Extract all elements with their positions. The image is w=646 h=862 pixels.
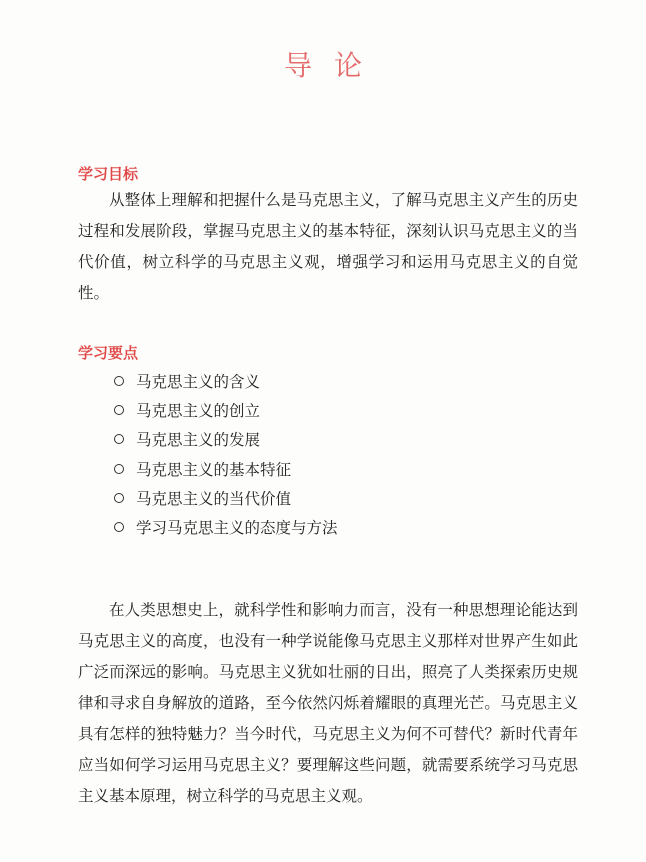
- objectives-heading: 学习目标: [78, 165, 139, 183]
- circle-bullet-icon: [114, 464, 124, 474]
- chapter-title: 导论: [283, 49, 384, 82]
- list-item: [114, 512, 338, 541]
- circle-bullet-icon: [114, 434, 124, 444]
- list-item-label: 马克思主义的创立: [136, 401, 261, 420]
- list-item: [114, 483, 338, 512]
- key-points-heading: 学习要点: [78, 344, 139, 362]
- intro-paragraph: 在人类思想史上，就科学性和影响力而言，没有一种思想理论能达到马克思主义的高度，也没有一种学说能像马克思主义那样对世界产生如此广泛而深远的影响。马克思主义犹如壮丽的日出，照亮了人类探索历史规律和寻求自身解放的道路，至今依然闪烁着耀眼的真理光芒。马克思主义具有怎样的独特魅力？当今时代，马克思主义为何不可替代？新时代青年应当如何学习运用马克思主义？要理解这些问题，就需要系统学习马克思主义基本原理，树立科学的马克思主义观。: [78, 601, 578, 805]
- list-item: [114, 366, 338, 395]
- key-points-list: [114, 366, 338, 542]
- objectives-text: 从整体上理解和把握什么是马克思主义，了解马克思主义产生的历史过程和发展阶段，掌握马克思主义的基本特征，深刻认识马克思主义的当代价值，树立科学的马克思主义观，增强学习和运用马克思主义的自觉性。: [78, 191, 578, 302]
- list-item-label: 马克思主义的含义: [136, 372, 261, 391]
- list-item: [114, 454, 338, 483]
- list-item-label: 马克思主义的当代价值: [136, 489, 292, 508]
- circle-bullet-icon: [114, 522, 124, 532]
- list-item: [114, 395, 338, 424]
- list-item-label: 马克思主义的发展: [136, 431, 261, 450]
- list-item-label: 马克思主义的基本特征: [136, 460, 292, 479]
- circle-bullet-icon: [114, 376, 124, 386]
- list-item: [114, 425, 338, 454]
- list-item-label: 学习马克思主义的态度与方法: [136, 519, 338, 538]
- circle-bullet-icon: [114, 405, 124, 415]
- circle-bullet-icon: [114, 493, 124, 503]
